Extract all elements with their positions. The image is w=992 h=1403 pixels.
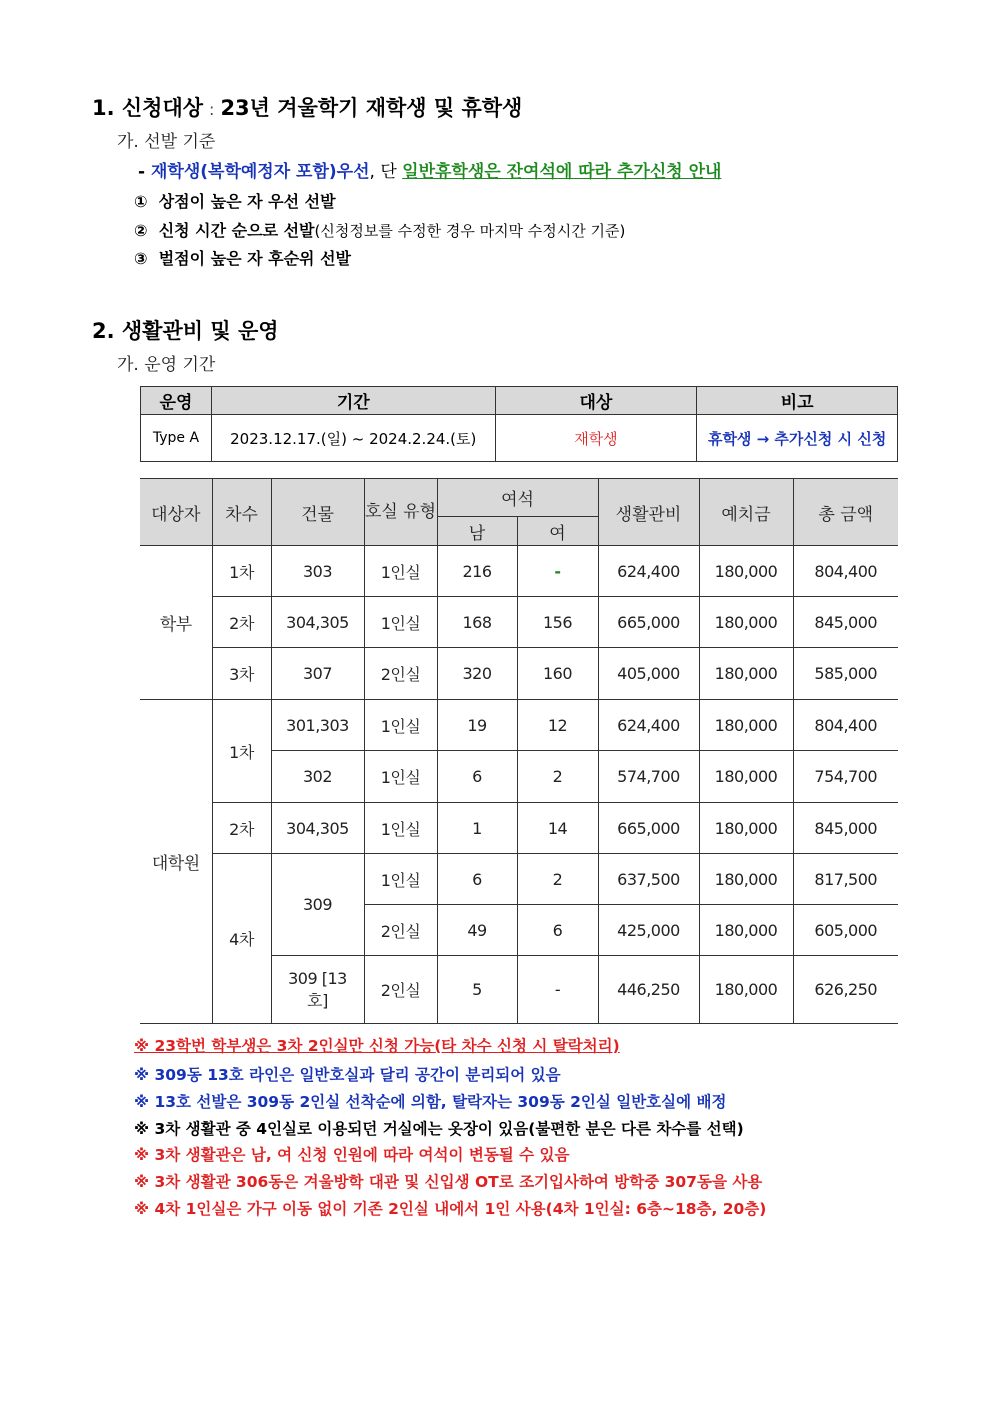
header-operation: 운영	[141, 387, 212, 415]
rule-priority: 재학생(복학예정자 포함)우선	[150, 162, 370, 182]
table-row	[140, 648, 898, 700]
female-seats-cell: 2	[517, 854, 598, 905]
header-fee: 생활관비	[598, 479, 699, 546]
fee-cell: 405,000	[598, 648, 699, 700]
fee-cell: 624,400	[598, 700, 699, 751]
female-seats-cell: 6	[517, 905, 598, 956]
deposit-cell: 180,000	[699, 597, 793, 648]
female-seats-cell: 12	[517, 700, 598, 751]
criterion-2	[134, 218, 625, 241]
section1-separator: :	[209, 100, 215, 119]
note-7: ※ 4차 1인실은 가구 이동 없이 기존 2인실 내에서 1인 사용(4차 1인실: 6층~18층, 20층)	[134, 1200, 767, 1218]
deposit-cell: 180,000	[699, 648, 793, 700]
deposit-cell: 180,000	[699, 546, 793, 597]
building-cell: 304,305	[271, 597, 364, 648]
total-cell: 585,000	[793, 648, 898, 700]
selection-rule	[138, 157, 721, 182]
group-undergrad: 학부	[140, 546, 212, 700]
header-female: 여	[517, 517, 598, 546]
table-row	[140, 546, 898, 597]
operation-target: 재학생	[495, 415, 697, 462]
header-deposit: 예치금	[699, 479, 793, 546]
criterion-1	[134, 189, 336, 212]
section2-subheading: 가. 운영 기간	[117, 355, 216, 375]
section1-subheading: 가. 선발 기준	[117, 132, 216, 152]
room-type-cell: 2인실	[364, 648, 437, 700]
table-row	[140, 854, 898, 905]
fee-cell: 446,250	[598, 956, 699, 1024]
operation-period: 2023.12.17.(일) ~ 2024.2.24.(토)	[211, 415, 495, 462]
female-seats-cell: -	[517, 546, 598, 597]
fee-cell: 665,000	[598, 803, 699, 854]
male-seats-cell: 168	[437, 597, 517, 648]
male-seats-cell: 19	[437, 700, 517, 751]
building-cell: 309	[271, 854, 364, 956]
male-seats-cell: 216	[437, 546, 517, 597]
header-room-type: 호실 유형	[364, 479, 437, 546]
note-1	[134, 1034, 620, 1056]
total-cell: 754,700	[793, 751, 898, 803]
room-type-cell: 2인실	[364, 905, 437, 956]
operation-type: Type A	[141, 415, 212, 462]
section1-heading	[92, 92, 522, 122]
round-cell: 2차	[212, 597, 271, 648]
note-3: ※ 13호 선발은 309동 2인실 선착순에 의함, 탈락자는 309동 2인실 일반호실에 배정	[134, 1093, 727, 1111]
building-cell: 307	[271, 648, 364, 700]
room-type-cell: 1인실	[364, 700, 437, 751]
criterion-3	[134, 246, 351, 269]
total-cell: 845,000	[793, 803, 898, 854]
female-seats-cell: -	[517, 956, 598, 1024]
header-seats: 여석	[437, 479, 598, 517]
building-cell: 301,303	[271, 700, 364, 751]
note-1-text: ※ 23학번 학부생은 3차 2인실만 신청 가능(타 차수 신청 시 탈락처리)	[134, 1037, 620, 1055]
rule-leave-students: 일반휴학생은 잔여석에 따라 추가신청 안내	[402, 162, 722, 182]
room-type-cell: 2인실	[364, 956, 437, 1024]
total-cell: 817,500	[793, 854, 898, 905]
room-type-cell: 1인실	[364, 546, 437, 597]
note-5: ※ 3차 생활관은 남, 여 신청 인원에 따라 여석이 변동될 수 있음	[134, 1146, 570, 1164]
building-cell: 302	[271, 751, 364, 803]
section2-heading: 2. 생활관비 및 운영	[92, 319, 279, 343]
header-total: 총 금액	[793, 479, 898, 546]
criterion-3-text: 벌점이 높은 자 후순위 선발	[158, 249, 351, 268]
deposit-cell: 180,000	[699, 700, 793, 751]
male-seats-cell: 49	[437, 905, 517, 956]
deposit-cell: 180,000	[699, 803, 793, 854]
section1-subject: 23년 겨울학기 재학생 및 휴학생	[220, 96, 523, 120]
total-cell: 845,000	[793, 597, 898, 648]
female-seats-cell: 2	[517, 751, 598, 803]
period-table-header-row	[141, 387, 898, 415]
room-type-cell: 1인실	[364, 854, 437, 905]
total-cell: 626,250	[793, 956, 898, 1024]
criterion-3-number: ③	[134, 249, 148, 268]
round-cell: 3차	[212, 648, 271, 700]
note-2: ※ 309동 13호 라인은 일반호실과 달리 공간이 분리되어 있음	[134, 1066, 561, 1084]
dormitory-fee-table	[140, 478, 898, 1024]
round-cell: 1차	[212, 546, 271, 597]
female-seats-cell: 160	[517, 648, 598, 700]
header-round: 차수	[212, 479, 271, 546]
rule-dash: -	[138, 162, 151, 182]
fee-cell: 637,500	[598, 854, 699, 905]
header-building: 건물	[271, 479, 364, 546]
room-type-cell: 1인실	[364, 803, 437, 854]
deposit-cell: 180,000	[699, 854, 793, 905]
operation-period-table	[140, 386, 898, 462]
round-cell: 1차	[212, 700, 271, 803]
building-cell: 304,305	[271, 803, 364, 854]
room-type-cell: 1인실	[364, 597, 437, 648]
period-table-row	[141, 415, 898, 462]
table-row	[140, 700, 898, 751]
deposit-cell: 180,000	[699, 751, 793, 803]
deposit-cell: 180,000	[699, 905, 793, 956]
male-seats-cell: 6	[437, 854, 517, 905]
criterion-2-text: 신청 시간 순으로 선발	[158, 221, 315, 240]
fee-cell: 574,700	[598, 751, 699, 803]
criterion-1-text: 상점이 높은 자 우선 선발	[158, 192, 336, 211]
note-4: ※ 3차 생활관 중 4인실로 이용되던 거실에는 옷장이 있음(불편한 분은 다른 차수를 선택)	[134, 1120, 744, 1138]
criterion-2-detail: (신청정보를 수정한 경우 마지막 수정시간 기준)	[314, 222, 626, 240]
male-seats-cell: 1	[437, 803, 517, 854]
fee-cell: 665,000	[598, 597, 699, 648]
criterion-2-number: ②	[134, 221, 148, 240]
male-seats-cell: 320	[437, 648, 517, 700]
total-cell: 804,400	[793, 700, 898, 751]
group-graduate: 대학원	[140, 700, 212, 1024]
deposit-cell: 180,000	[699, 956, 793, 1024]
header-male: 남	[437, 517, 517, 546]
building-cell: 309 [13호]	[271, 956, 364, 1024]
criterion-1-number: ①	[134, 192, 148, 211]
operation-remarks: 휴학생 → 추가신청 시 신청	[697, 415, 898, 462]
header-remarks: 비고	[697, 387, 898, 415]
fee-header-row-1	[140, 479, 898, 517]
header-target-group: 대상자	[140, 479, 212, 546]
header-period: 기간	[211, 387, 495, 415]
table-row	[140, 597, 898, 648]
total-cell: 605,000	[793, 905, 898, 956]
rule-connector: , 단	[369, 162, 403, 182]
female-seats-cell: 14	[517, 803, 598, 854]
male-seats-cell: 5	[437, 956, 517, 1024]
room-type-cell: 1인실	[364, 751, 437, 803]
round-cell: 4차	[212, 854, 271, 1024]
section1-title: 1. 신청대상	[92, 96, 204, 120]
table-row	[140, 803, 898, 854]
female-seats-cell: 156	[517, 597, 598, 648]
round-cell: 2차	[212, 803, 271, 854]
note-6: ※ 3차 생활관 306동은 겨울방학 대관 및 신입생 OT로 조기입사하여 방학중 307동을 사용	[134, 1173, 763, 1191]
fee-cell: 425,000	[598, 905, 699, 956]
total-cell: 804,400	[793, 546, 898, 597]
male-seats-cell: 6	[437, 751, 517, 803]
header-target: 대상	[495, 387, 697, 415]
fee-cell: 624,400	[598, 546, 699, 597]
building-cell: 303	[271, 546, 364, 597]
